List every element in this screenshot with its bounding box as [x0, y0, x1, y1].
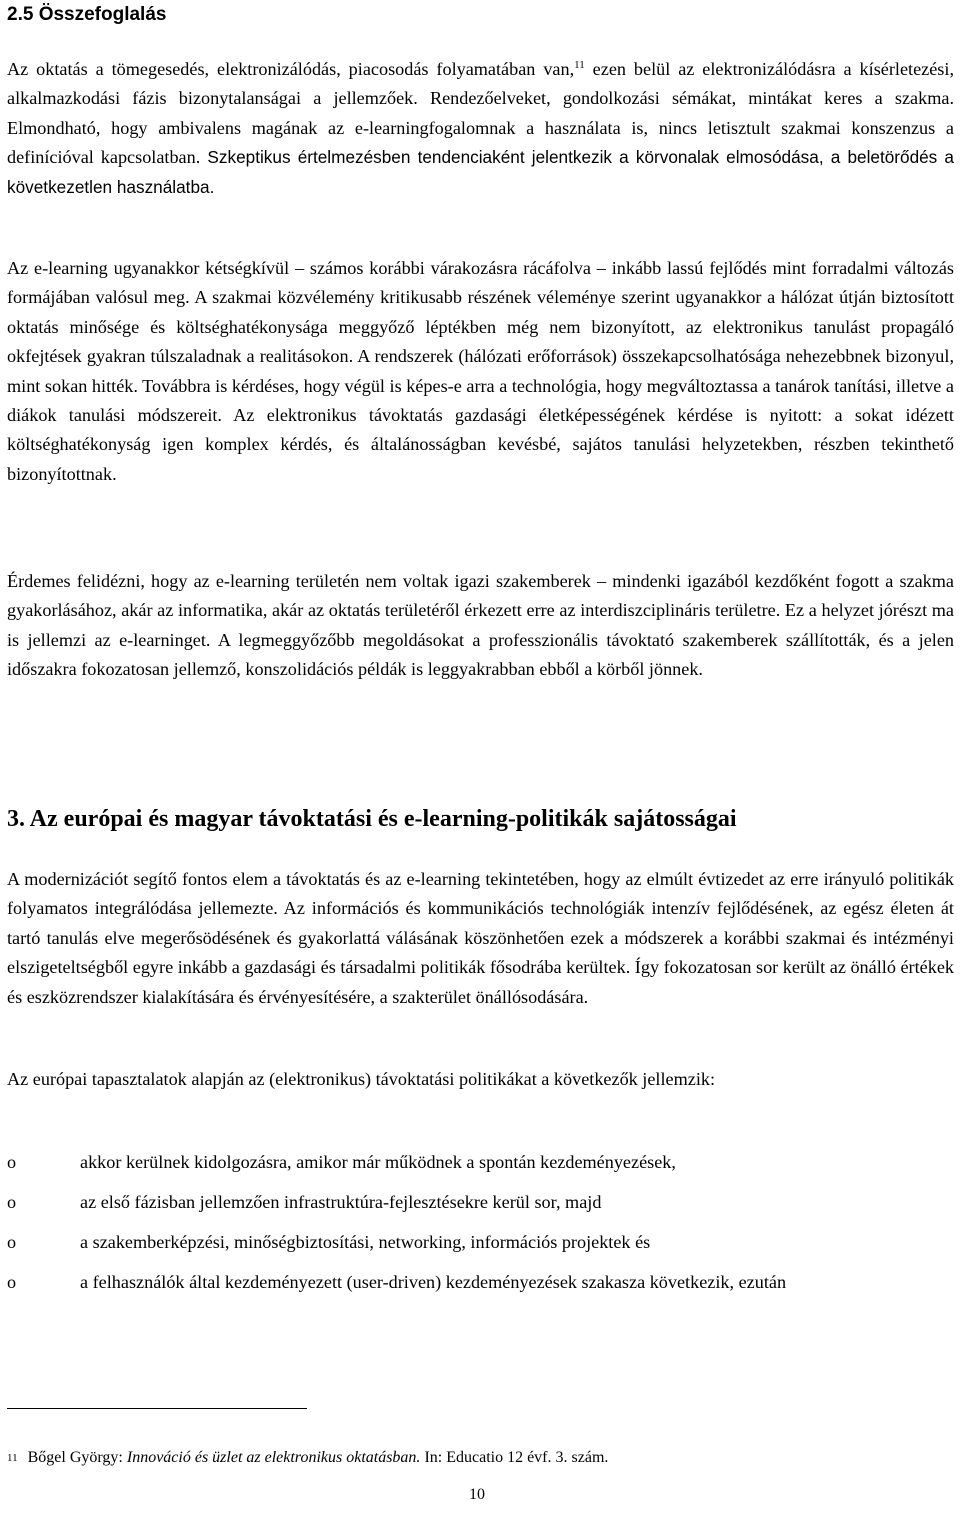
footnote-divider: [7, 1408, 307, 1409]
list-item: [7, 1268, 954, 1297]
page-number: 10: [469, 1486, 485, 1503]
summary-paragraph-3: Érdemes felidézni, hogy az e-learning területén nem voltak igazi szakemberek – mindenki igazából kezdőként fogott a szakma gyakorlásához, akár az informatika, akár az oktatás területéről érkezett erre az interdiszciplináris területre. Ez a helyzet jórészt ma is jellemzi az e-learninget. A legmeggyőzőbb megoldásokat a professzionális távoktató szakemberek szállították, és a jelen időszakra fokozatosan jellemző, konszolidációs példák is leggyakrabban ebből a körből jönnek.: [7, 571, 954, 680]
footnote-title: Innováció és üzlet az elektronikus oktatásban.: [126, 1449, 421, 1466]
chapter-paragraph-1: A modernizációt segítő fontos elem a távoktatás és az e-learning tekintetében, hogy az elmúlt évtizedet az erre irányuló politikák folyamatos integrálódása jellemezte. Az információs és kommunikációs technológiák intenzív fejlődésének, az egész életen át tartó tanulás elve megerősödésének és gyakorlattá válásának köszönhetően ezek a módszerek a korábbi szakmai és intézményi elszigeteltségből egyre inkább a gazdasági és társadalmi politikák fősodrába kerültek. Így fokozatosan sor került az önálló értékek és eszközrendszer kialakítására és érvényesítésére, a szakterület önállósodására.: [7, 869, 954, 1007]
footnote-author: Bőgel György:: [27, 1449, 127, 1466]
section-heading: 2.5 Összefoglalás: [7, 4, 167, 25]
bullet-icon: o: [7, 1232, 17, 1252]
list-item-text: a felhasználók által kezdeményezett (user-driven) kezdeményezések szakasza következik, ezután: [80, 1272, 787, 1292]
list-item-text: az első fázisban jellemzően infrastruktúra-fejlesztésekre kerül sor, majd: [80, 1192, 602, 1212]
summary-paragraph-2: Az e-learning ugyanakkor kétségkívül – számos korábbi várakozásra rácáfolva – inkább lassú fejlődés mint forradalmi változás formájában valósul meg. A szakmai közvélemény kritikusabb részének véleménye szerint ugyanakkor a hálózat útján biztosított oktatás minősége és költséghatékonysága meggyőző léptékben még nem bizonyított, az elektronikus tanulást propagáló okfejtések gyakran túlszaladnak a realitásokon. A rendszerek (hálózati erőforrások) összekapcsolhatósága nehezebbnek bizonyul, mint sokan hitték. Továbbra is kérdéses, hogy végül is képes-e arra a technológia, hogy megváltoztassa a tanárok tanítási, illetve a diákok tanulási módszereit. Az elektronikus távoktatás gazdasági életképességének kérdése is nyitott: a sokat idézett költséghatékonyság igen komplex kérdés, és általánosságban kevésbé, sajátos tanulási helyzetekben, részben tekinthető bizonyítottnak.: [7, 258, 954, 484]
list-item-text: a szakemberképzési, minőségbiztosítási, networking, információs projektek és: [80, 1232, 651, 1252]
list-item-text: akkor kerülnek kidolgozásra, amikor már működnek a spontán kezdeményezések,: [80, 1152, 676, 1172]
summary-p1-text-b: ezen belül az elektronizálódásra a kísérletezési, alkalmazkodási fázis bizonytalanságai a jellemzőek. Rendezőelveket, gondolkozási sémákat, mintákat keres a szakma. Elmondható, hogy ambivalens magának az e-learningfogalomnak a használata is, nincs letisztult szakmai konszenzus a definícióval kapcsolatban.: [7, 59, 954, 168]
chapter-heading: 3. Az európai és magyar távoktatási és e-learning-politikák sajátosságai: [7, 806, 737, 832]
list-item: [7, 1228, 954, 1257]
footnote: [7, 1448, 608, 1468]
summary-p1-text-c: Szkeptikus értelmezésben tendenciaként jelentkezik a körvonalak elmosódása, a beletörődés a következetlen használatba.: [7, 147, 954, 197]
list-item: [7, 1148, 954, 1177]
bullet-icon: o: [7, 1272, 17, 1292]
footnote-source: In: Educatio 12 évf. 3. szám.: [420, 1449, 609, 1466]
summary-p1-text-a: Az oktatás a tömegesedés, elektronizálódás, piacosodás folyamatában van,: [7, 59, 575, 79]
footnote-number: 11: [7, 1452, 18, 1464]
bullet-icon: o: [7, 1192, 17, 1212]
characteristics-list: [7, 1148, 954, 1308]
summary-paragraph-1: [7, 55, 954, 202]
bullet-icon: o: [7, 1152, 17, 1172]
chapter-paragraph-2: Az európai tapasztalatok alapján az (elektronikus) távoktatási politikákat a következők jellemzik:: [7, 1069, 716, 1089]
footnote-reference[interactable]: 11: [574, 58, 585, 71]
list-item: [7, 1188, 954, 1217]
